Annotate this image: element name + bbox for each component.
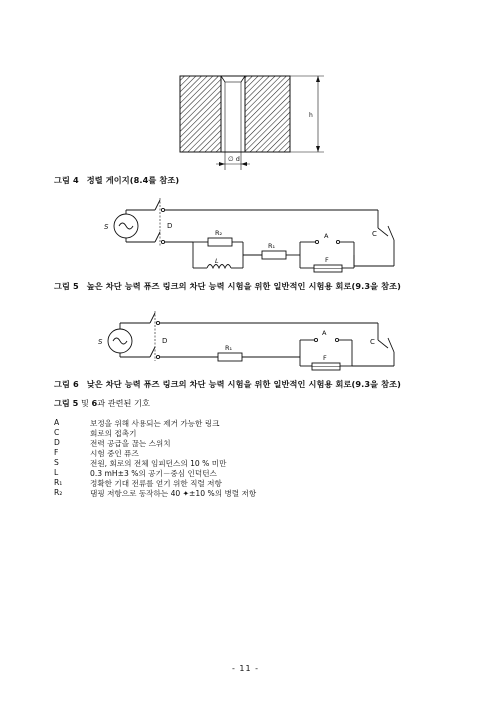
legend-symbol: L <box>54 468 59 477</box>
figure-5-number: 그림 5 <box>54 281 79 291</box>
figure-5-caption-text: 높은 차단 능력 퓨즈 링크의 차단 능력 시험을 위한 일반적인 시험용 회로(9.3을 참조) <box>86 281 401 291</box>
legend-description: 전력 공급을 끊는 스위치 <box>90 439 171 448</box>
legend-symbol: A <box>54 418 60 427</box>
label-c: C <box>370 338 375 346</box>
label-s: S <box>104 223 109 231</box>
label-f: F <box>323 354 327 362</box>
label-l: L <box>215 257 219 265</box>
legend-description: 보정을 위해 사용되는 제거 가능한 링크 <box>90 419 220 428</box>
label-r1: R₁ <box>225 344 233 352</box>
legend-title-suffix: 과 관련된 기호 <box>97 398 150 408</box>
figure-4-caption-text: 정렬 게이지(8.4를 참조) <box>86 175 180 185</box>
legend-title-mid: 및 <box>78 398 92 408</box>
legend-description: 시험 중인 퓨즈 <box>90 449 139 458</box>
label-f: F <box>325 256 329 264</box>
label-s: S <box>98 338 103 346</box>
page-number: - 11 - <box>232 664 260 673</box>
legend-description: 0.3 mH±3 %의 공기－중심 인덕턴스 <box>90 469 217 478</box>
label-r1: R₁ <box>268 242 276 250</box>
legend-fig-b: 6 <box>91 398 98 408</box>
resistor-r1 <box>218 353 242 361</box>
label-a: A <box>322 329 327 337</box>
legend-symbol: C <box>54 428 60 437</box>
legend-symbol: R₁ <box>54 478 63 487</box>
legend-description: 댐핑 저항으로 동작하는 40 ✦±10 %의 병렬 저항 <box>90 489 257 498</box>
figure-6-number: 그림 6 <box>54 379 79 389</box>
legend-symbol: F <box>54 448 59 457</box>
figure-4-number: 그림 4 <box>54 175 79 185</box>
label-r2: R₂ <box>215 229 223 237</box>
label-d: D <box>167 222 173 230</box>
dimension-d-label: ∅ d <box>228 155 240 163</box>
figure-6-caption-text: 낮은 차단 능력 퓨즈 링크의 차단 능력 시험을 위한 일반적인 시험용 회로(9.3을 참조) <box>86 379 401 389</box>
dimension-h-label: h <box>309 112 313 119</box>
legend-symbol: S <box>54 458 59 467</box>
figure-6-caption <box>54 379 401 390</box>
legend-description: 전원, 회로의 전체 임피던스의 10 % 미만 <box>90 459 227 468</box>
legend-symbol: R₂ <box>54 488 63 497</box>
legend-title-prefix: 그림 <box>54 398 73 408</box>
legend-description: 정확한 기대 전류를 얻기 위한 직렬 저항 <box>90 479 222 488</box>
legend-symbol: D <box>54 438 60 447</box>
label-a: A <box>324 232 329 240</box>
legend-title <box>54 398 150 409</box>
legend-description: 회로의 접촉기 <box>90 429 137 438</box>
legend-fig-a: 5 <box>72 398 79 408</box>
label-d: D <box>162 337 168 345</box>
label-c: C <box>372 230 377 238</box>
